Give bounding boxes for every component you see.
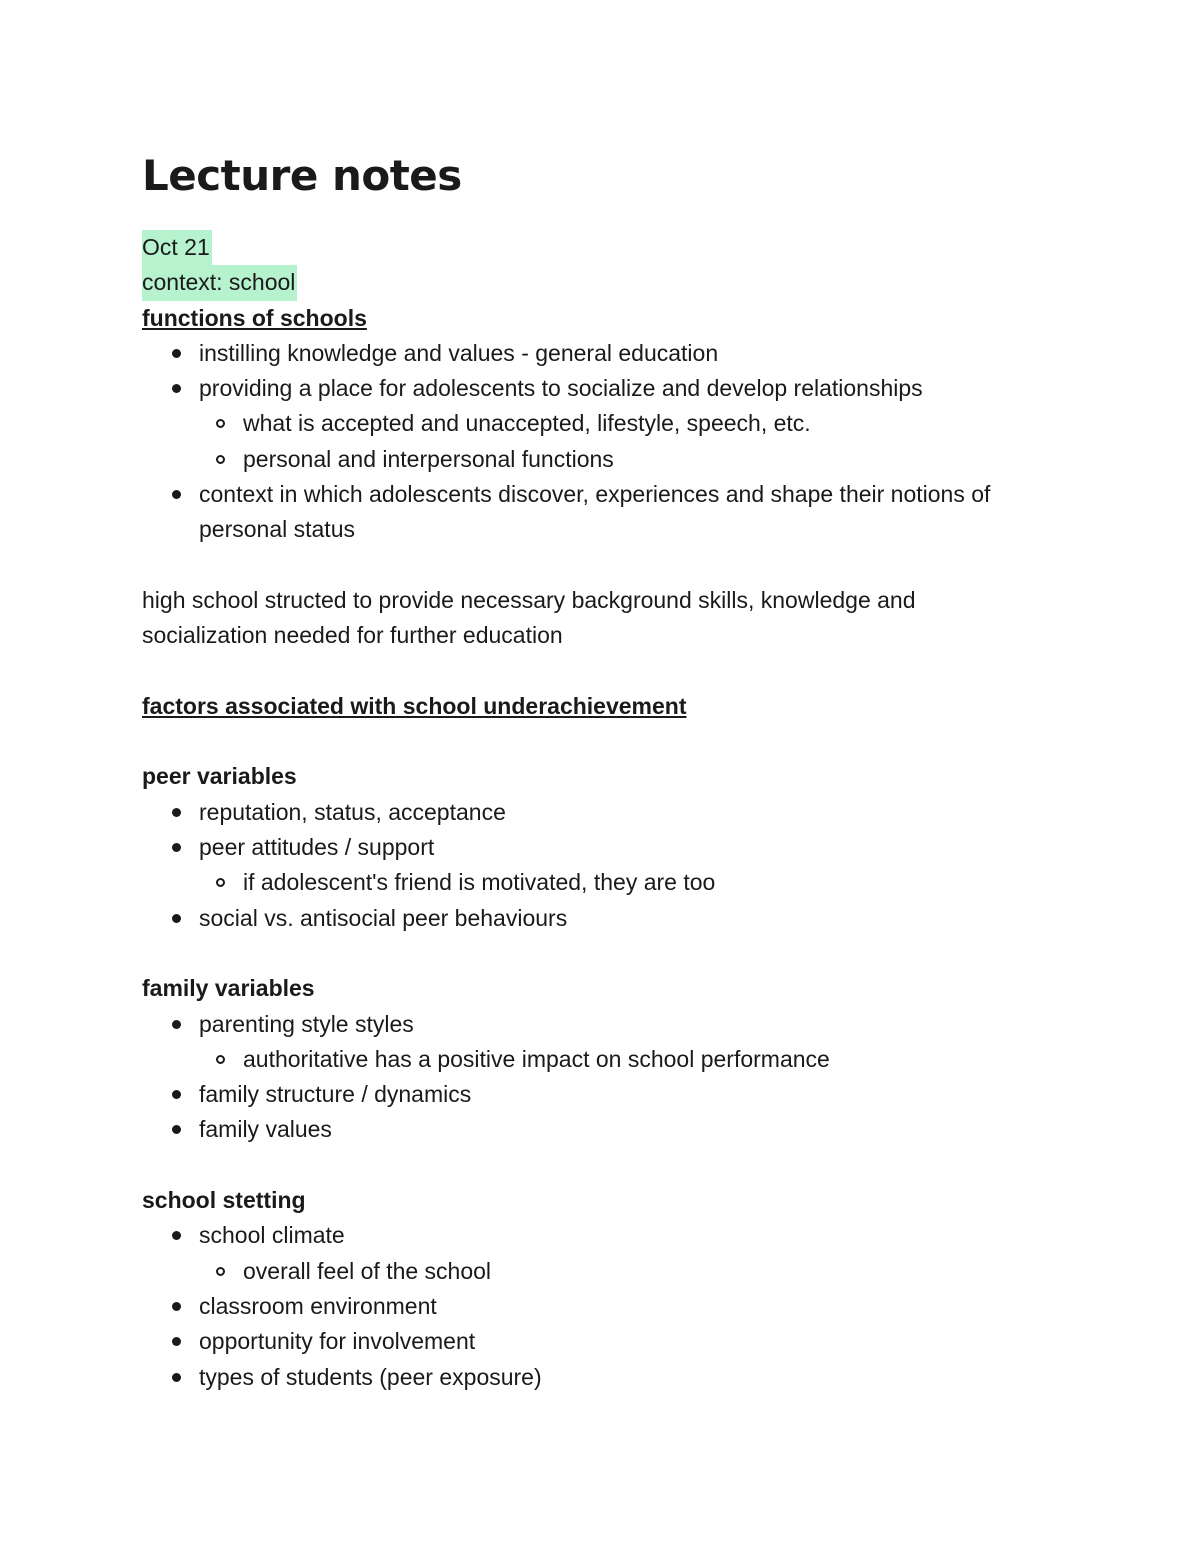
list-item: providing a place for adolescents to socialize and develop relationships: [142, 371, 1042, 406]
family-heading: family variables: [142, 975, 315, 1002]
list-item: reputation, status, acceptance: [142, 795, 1042, 830]
sub-list-item: overall feel of the school: [142, 1254, 1042, 1289]
bullet-icon: [172, 1020, 181, 1029]
bullet-icon: [172, 349, 181, 358]
list-item: classroom environment: [142, 1289, 1042, 1324]
bullet-icon: [172, 1373, 181, 1382]
list-item: school climate: [142, 1218, 1042, 1253]
list-item: family structure / dynamics: [142, 1077, 1042, 1112]
bullet-icon: [172, 490, 181, 499]
hollow-bullet-icon: [216, 878, 225, 887]
hollow-bullet-icon: [216, 419, 225, 428]
sub-list-item: authoritative has a positive impact on school performance: [142, 1042, 1042, 1077]
peer-heading: peer variables: [142, 763, 297, 790]
school-list: [142, 1218, 1042, 1394]
list-item: family values: [142, 1112, 1042, 1147]
sub-list-item: personal and interpersonal functions: [142, 442, 1042, 477]
context-highlight: context: school: [142, 265, 297, 301]
bullet-icon: [172, 384, 181, 393]
hollow-bullet-icon: [216, 455, 225, 464]
bullet-icon: [172, 1090, 181, 1099]
sub-list-item: what is accepted and unaccepted, lifestyle, speech, etc.: [142, 406, 1042, 441]
bullet-icon: [172, 1231, 181, 1240]
sub-list-item: if adolescent's friend is motivated, they are too: [142, 865, 1042, 900]
hollow-bullet-icon: [216, 1267, 225, 1276]
page-title: Lecture notes: [142, 151, 462, 200]
context-line: [142, 265, 1042, 300]
hollow-bullet-icon: [216, 1055, 225, 1064]
list-item: parenting style styles: [142, 1007, 1042, 1042]
list-item: social vs. antisocial peer behaviours: [142, 901, 1042, 936]
list-item: instilling knowledge and values - general education: [142, 336, 1042, 371]
bullet-icon: [172, 914, 181, 923]
school-heading: school stetting: [142, 1187, 306, 1214]
document-page: [142, 150, 1042, 1395]
bullet-icon: [172, 1337, 181, 1346]
functions-heading: functions of schools: [142, 304, 367, 331]
peer-list: [142, 795, 1042, 936]
list-item: types of students (peer exposure): [142, 1360, 1042, 1395]
functions-list: [142, 336, 1042, 548]
family-list: [142, 1007, 1042, 1148]
high-school-paragraph: high school structed to provide necessary background skills, knowledge and socialization needed for further education: [142, 586, 916, 649]
bullet-icon: [172, 1302, 181, 1311]
date-line: [142, 230, 1042, 265]
bullet-icon: [172, 843, 181, 852]
bullet-icon: [172, 808, 181, 817]
list-item: context in which adolescents discover, experiences and shape their notions of personal status: [142, 477, 1042, 548]
bullet-icon: [172, 1125, 181, 1134]
factors-heading: factors associated with school underachievement: [142, 692, 687, 719]
list-item: opportunity for involvement: [142, 1324, 1042, 1359]
list-item: peer attitudes / support: [142, 830, 1042, 865]
date-highlight: Oct 21: [142, 230, 212, 266]
